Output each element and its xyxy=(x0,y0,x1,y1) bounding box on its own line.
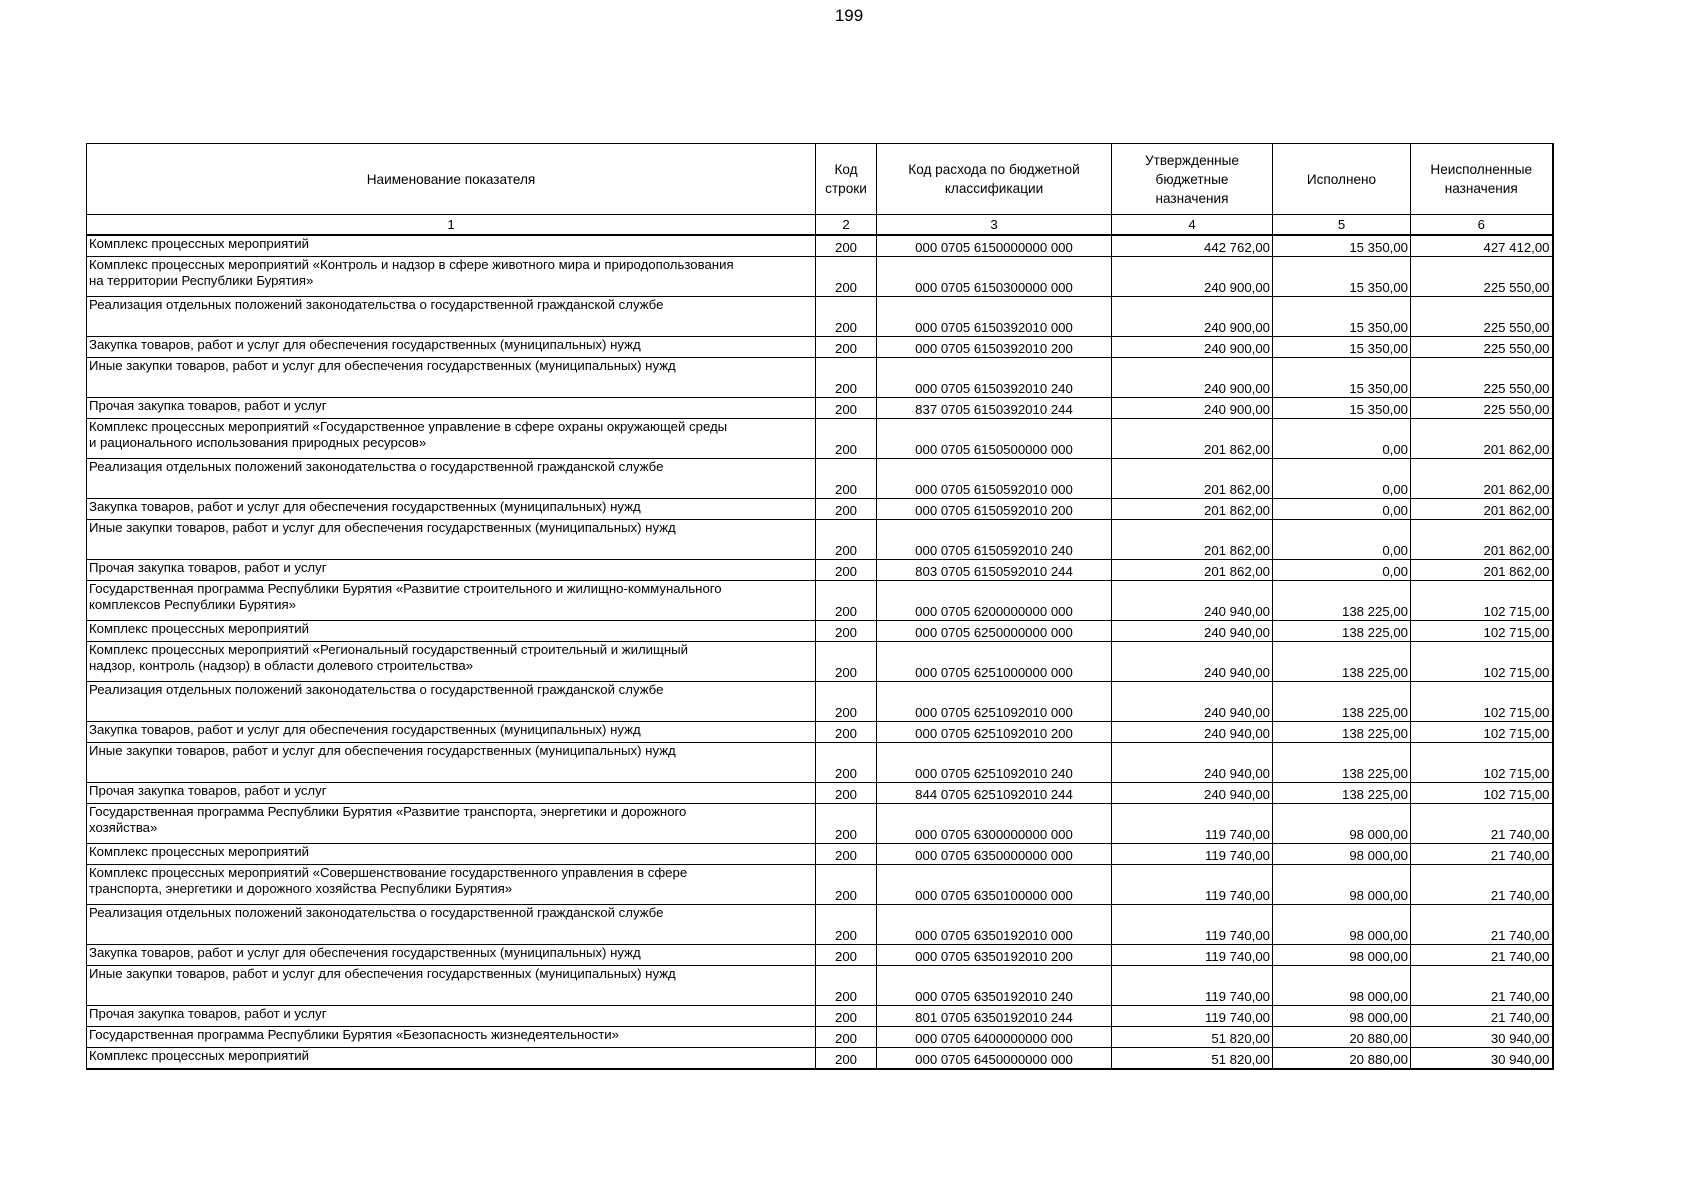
column-number-row xyxy=(87,215,1553,236)
row-approved: 201 862,00 xyxy=(1112,560,1273,581)
row-approved: 240 900,00 xyxy=(1112,398,1273,419)
row-name xyxy=(87,1027,816,1048)
header-approved: Утвержденные бюджетные назначения xyxy=(1112,144,1273,215)
row-unexecuted: 201 862,00 xyxy=(1411,520,1553,560)
row-expense-code: 000 0705 6350192010 000 xyxy=(877,905,1112,945)
row-unexecuted: 21 740,00 xyxy=(1411,865,1553,905)
row-unexecuted: 21 740,00 xyxy=(1411,1006,1553,1027)
row-expense-code: 000 0705 6300000000 000 xyxy=(877,804,1112,844)
row-name xyxy=(87,257,816,297)
row-name-line: и рационального использования природных ресурсов» xyxy=(89,435,427,450)
row-name-line: Иные закупки товаров, работ и услуг для обеспечения государственных (муниципальных) нужд xyxy=(89,358,676,373)
row-name xyxy=(87,499,816,520)
row-name-line: Прочая закупка товаров, работ и услуг xyxy=(89,1006,327,1021)
row-line-code: 200 xyxy=(816,358,877,398)
row-unexecuted: 102 715,00 xyxy=(1411,581,1553,621)
row-name-line: Иные закупки товаров, работ и услуг для обеспечения государственных (муниципальных) нужд xyxy=(89,743,676,758)
row-name xyxy=(87,905,816,945)
row-name xyxy=(87,398,816,419)
row-unexecuted: 102 715,00 xyxy=(1411,682,1553,722)
row-name-line: Закупка товаров, работ и услуг для обеспечения государственных (муниципальных) нужд xyxy=(89,945,641,960)
column-number: 2 xyxy=(816,215,877,236)
row-executed: 98 000,00 xyxy=(1273,945,1411,966)
row-name xyxy=(87,297,816,337)
row-approved: 442 762,00 xyxy=(1112,235,1273,257)
row-unexecuted: 225 550,00 xyxy=(1411,398,1553,419)
table-row xyxy=(87,419,1553,459)
table-row xyxy=(87,297,1553,337)
row-name xyxy=(87,1048,816,1070)
row-name-line: Прочая закупка товаров, работ и услуг xyxy=(89,560,327,575)
row-unexecuted: 225 550,00 xyxy=(1411,297,1553,337)
row-executed: 98 000,00 xyxy=(1273,865,1411,905)
row-name xyxy=(87,722,816,743)
row-approved: 240 900,00 xyxy=(1112,297,1273,337)
row-unexecuted: 427 412,00 xyxy=(1411,235,1553,257)
row-approved: 240 900,00 xyxy=(1112,337,1273,358)
page-number: 199 xyxy=(834,6,864,25)
row-line-code: 200 xyxy=(816,1027,877,1048)
row-line-code: 200 xyxy=(816,865,877,905)
table-row xyxy=(87,642,1553,682)
row-name-line xyxy=(89,921,812,937)
table-row xyxy=(87,337,1553,358)
table-row xyxy=(87,722,1553,743)
row-executed: 138 225,00 xyxy=(1273,621,1411,642)
row-expense-code: 000 0705 6251092010 000 xyxy=(877,682,1112,722)
row-expense-code: 000 0705 6150392010 240 xyxy=(877,358,1112,398)
table-row xyxy=(87,804,1553,844)
row-executed: 98 000,00 xyxy=(1273,1006,1411,1027)
row-name-line xyxy=(89,313,812,329)
row-unexecuted: 201 862,00 xyxy=(1411,419,1553,459)
row-line-code: 200 xyxy=(816,945,877,966)
row-name xyxy=(87,743,816,783)
row-expense-code: 000 0705 6150592010 000 xyxy=(877,459,1112,499)
row-name-line: транспорта, энергетики и дорожного хозяйства Республики Бурятия» xyxy=(89,881,513,896)
row-name-line: Государственная программа Республики Бурятия «Безопасность жизнедеятельности» xyxy=(89,1027,620,1042)
row-approved: 119 740,00 xyxy=(1112,966,1273,1006)
row-name-line xyxy=(89,982,812,998)
table-row xyxy=(87,499,1553,520)
row-name-line: Государственная программа Республики Бурятия «Развитие транспорта, энергетики и дорожного xyxy=(89,804,687,819)
row-line-code: 200 xyxy=(816,257,877,297)
table-row xyxy=(87,398,1553,419)
row-expense-code: 803 0705 6150592010 244 xyxy=(877,560,1112,581)
row-expense-code: 844 0705 6251092010 244 xyxy=(877,783,1112,804)
column-number: 6 xyxy=(1411,215,1553,236)
header-line-code: Код строки xyxy=(816,144,877,215)
table-row xyxy=(87,459,1553,499)
row-unexecuted: 225 550,00 xyxy=(1411,358,1553,398)
row-executed: 0,00 xyxy=(1273,499,1411,520)
column-number: 1 xyxy=(87,215,816,236)
row-line-code: 200 xyxy=(816,398,877,419)
row-name xyxy=(87,235,816,257)
row-unexecuted: 201 862,00 xyxy=(1411,499,1553,520)
row-line-code: 200 xyxy=(816,419,877,459)
row-name-line: Закупка товаров, работ и услуг для обеспечения государственных (муниципальных) нужд xyxy=(89,722,641,737)
row-line-code: 200 xyxy=(816,905,877,945)
row-name-line: Комплекс процессных мероприятий «Региональный государственный строительный и жилищный xyxy=(89,642,688,657)
row-executed: 15 350,00 xyxy=(1273,297,1411,337)
row-expense-code: 000 0705 6350192010 240 xyxy=(877,966,1112,1006)
table-row xyxy=(87,560,1553,581)
row-approved: 119 740,00 xyxy=(1112,1006,1273,1027)
table-row xyxy=(87,945,1553,966)
row-expense-code: 801 0705 6350192010 244 xyxy=(877,1006,1112,1027)
row-executed: 0,00 xyxy=(1273,419,1411,459)
table-row xyxy=(87,1027,1553,1048)
row-approved: 201 862,00 xyxy=(1112,419,1273,459)
row-expense-code: 000 0705 6250000000 000 xyxy=(877,621,1112,642)
row-unexecuted: 225 550,00 xyxy=(1411,257,1553,297)
row-line-code: 200 xyxy=(816,682,877,722)
row-line-code: 200 xyxy=(816,297,877,337)
row-name-line xyxy=(89,698,812,714)
row-name xyxy=(87,621,816,642)
row-unexecuted: 21 740,00 xyxy=(1411,966,1553,1006)
row-executed: 138 225,00 xyxy=(1273,642,1411,682)
row-expense-code: 000 0705 6251092010 240 xyxy=(877,743,1112,783)
row-approved: 119 740,00 xyxy=(1112,804,1273,844)
row-name-line: Комплекс процессных мероприятий xyxy=(89,1048,310,1063)
table-row xyxy=(87,621,1553,642)
row-line-code: 200 xyxy=(816,581,877,621)
row-executed: 98 000,00 xyxy=(1273,966,1411,1006)
row-expense-code: 000 0705 6450000000 000 xyxy=(877,1048,1112,1070)
row-name xyxy=(87,682,816,722)
row-unexecuted: 102 715,00 xyxy=(1411,743,1553,783)
row-approved: 51 820,00 xyxy=(1112,1048,1273,1070)
row-name xyxy=(87,459,816,499)
row-executed: 20 880,00 xyxy=(1273,1048,1411,1070)
row-approved: 240 940,00 xyxy=(1112,682,1273,722)
row-expense-code: 000 0705 6251092010 200 xyxy=(877,722,1112,743)
row-line-code: 200 xyxy=(816,499,877,520)
row-unexecuted: 225 550,00 xyxy=(1411,337,1553,358)
header-expense-code: Код расхода по бюджетной классификации xyxy=(877,144,1112,215)
header-name: Наименование показателя xyxy=(87,144,816,215)
row-name-line xyxy=(89,374,812,390)
row-approved: 201 862,00 xyxy=(1112,459,1273,499)
column-number: 5 xyxy=(1273,215,1411,236)
row-name xyxy=(87,358,816,398)
row-line-code: 200 xyxy=(816,337,877,358)
row-line-code: 200 xyxy=(816,642,877,682)
row-expense-code: 000 0705 6150392010 000 xyxy=(877,297,1112,337)
row-expense-code: 000 0705 6150392010 200 xyxy=(877,337,1112,358)
table-row xyxy=(87,865,1553,905)
row-unexecuted: 102 715,00 xyxy=(1411,783,1553,804)
row-name-line: Комплекс процессных мероприятий «Совершенствование государственного управления в сфере xyxy=(89,865,688,880)
row-executed: 138 225,00 xyxy=(1273,682,1411,722)
row-unexecuted: 21 740,00 xyxy=(1411,844,1553,865)
table-row xyxy=(87,581,1553,621)
row-approved: 240 940,00 xyxy=(1112,722,1273,743)
row-expense-code: 000 0705 6150592010 240 xyxy=(877,520,1112,560)
table-body xyxy=(87,235,1553,1069)
row-line-code: 200 xyxy=(816,621,877,642)
row-expense-code: 000 0705 6251000000 000 xyxy=(877,642,1112,682)
row-approved: 240 900,00 xyxy=(1112,358,1273,398)
row-executed: 20 880,00 xyxy=(1273,1027,1411,1048)
row-name-line: Реализация отдельных положений законодательства о государственной гражданской службе xyxy=(89,459,664,474)
row-name-line: Комплекс процессных мероприятий «Контроль и надзор в сфере животного мира и природопользования xyxy=(89,257,734,272)
row-name-line: надзор, контроль (надзор) в области долевого строительства» xyxy=(89,658,474,673)
row-name xyxy=(87,337,816,358)
row-executed: 15 350,00 xyxy=(1273,398,1411,419)
row-expense-code: 000 0705 6350192010 200 xyxy=(877,945,1112,966)
table-row xyxy=(87,966,1553,1006)
row-line-code: 200 xyxy=(816,783,877,804)
row-name xyxy=(87,945,816,966)
row-name-line: Иные закупки товаров, работ и услуг для обеспечения государственных (муниципальных) нужд xyxy=(89,966,676,981)
row-line-code: 200 xyxy=(816,459,877,499)
row-executed: 98 000,00 xyxy=(1273,844,1411,865)
table-row xyxy=(87,682,1553,722)
table-row xyxy=(87,905,1553,945)
row-expense-code: 837 0705 6150392010 244 xyxy=(877,398,1112,419)
row-name xyxy=(87,966,816,1006)
row-line-code: 200 xyxy=(816,966,877,1006)
row-approved: 201 862,00 xyxy=(1112,499,1273,520)
row-name-line: Комплекс процессных мероприятий xyxy=(89,844,310,859)
row-approved: 240 940,00 xyxy=(1112,621,1273,642)
row-name xyxy=(87,581,816,621)
row-approved: 240 940,00 xyxy=(1112,743,1273,783)
row-name-line: Прочая закупка товаров, работ и услуг xyxy=(89,398,327,413)
row-executed: 98 000,00 xyxy=(1273,905,1411,945)
row-name-line: Реализация отдельных положений законодательства о государственной гражданской службе xyxy=(89,905,664,920)
row-executed: 0,00 xyxy=(1273,560,1411,581)
row-approved: 119 740,00 xyxy=(1112,844,1273,865)
row-unexecuted: 21 740,00 xyxy=(1411,905,1553,945)
row-unexecuted: 102 715,00 xyxy=(1411,722,1553,743)
row-line-code: 200 xyxy=(816,1048,877,1070)
row-name-line: Комплекс процессных мероприятий xyxy=(89,236,310,251)
row-name-line: Закупка товаров, работ и услуг для обеспечения государственных (муниципальных) нужд xyxy=(89,499,641,514)
row-expense-code: 000 0705 6400000000 000 xyxy=(877,1027,1112,1048)
row-unexecuted: 102 715,00 xyxy=(1411,642,1553,682)
row-expense-code: 000 0705 6350000000 000 xyxy=(877,844,1112,865)
row-name xyxy=(87,844,816,865)
row-approved: 240 940,00 xyxy=(1112,783,1273,804)
row-executed: 15 350,00 xyxy=(1273,337,1411,358)
row-name-line: Иные закупки товаров, работ и услуг для обеспечения государственных (муниципальных) нужд xyxy=(89,520,676,535)
header-executed: Исполнено xyxy=(1273,144,1411,215)
row-name xyxy=(87,520,816,560)
table-row xyxy=(87,844,1553,865)
column-number: 3 xyxy=(877,215,1112,236)
row-unexecuted: 21 740,00 xyxy=(1411,945,1553,966)
row-name-line: Государственная программа Республики Бурятия «Развитие строительного и жилищно-коммунального xyxy=(89,581,722,596)
row-approved: 240 900,00 xyxy=(1112,257,1273,297)
row-line-code: 200 xyxy=(816,722,877,743)
table-row xyxy=(87,1048,1553,1070)
row-line-code: 200 xyxy=(816,844,877,865)
row-executed: 15 350,00 xyxy=(1273,358,1411,398)
row-approved: 119 740,00 xyxy=(1112,945,1273,966)
row-name-line: на территории Республики Бурятия» xyxy=(89,273,314,288)
table-row xyxy=(87,783,1553,804)
row-executed: 138 225,00 xyxy=(1273,722,1411,743)
table-row xyxy=(87,1006,1553,1027)
row-expense-code: 000 0705 6150500000 000 xyxy=(877,419,1112,459)
row-name-line: Закупка товаров, работ и услуг для обеспечения государственных (муниципальных) нужд xyxy=(89,337,641,352)
row-unexecuted: 201 862,00 xyxy=(1411,459,1553,499)
row-executed: 0,00 xyxy=(1273,459,1411,499)
row-approved: 240 940,00 xyxy=(1112,642,1273,682)
row-name xyxy=(87,560,816,581)
row-name xyxy=(87,783,816,804)
row-line-code: 200 xyxy=(816,804,877,844)
row-approved: 240 940,00 xyxy=(1112,581,1273,621)
row-name xyxy=(87,1006,816,1027)
row-unexecuted: 102 715,00 xyxy=(1411,621,1553,642)
row-name-line: комплексов Республики Бурятия» xyxy=(89,597,297,612)
table-row xyxy=(87,257,1553,297)
row-expense-code: 000 0705 6200000000 000 xyxy=(877,581,1112,621)
row-name xyxy=(87,642,816,682)
row-name-line xyxy=(89,759,812,775)
row-name-line: Реализация отдельных положений законодательства о государственной гражданской службе xyxy=(89,682,664,697)
row-expense-code: 000 0705 6350100000 000 xyxy=(877,865,1112,905)
row-name-line: Комплекс процессных мероприятий «Государственное управление в сфере охраны окружающей среды xyxy=(89,419,728,434)
row-unexecuted: 30 940,00 xyxy=(1411,1048,1553,1070)
row-executed: 98 000,00 xyxy=(1273,804,1411,844)
header-unexecuted: Неисполненные назначения xyxy=(1411,144,1553,215)
row-line-code: 200 xyxy=(816,520,877,560)
row-approved: 119 740,00 xyxy=(1112,905,1273,945)
row-expense-code: 000 0705 6150592010 200 xyxy=(877,499,1112,520)
row-line-code: 200 xyxy=(816,560,877,581)
row-line-code: 200 xyxy=(816,1006,877,1027)
table-row xyxy=(87,235,1553,257)
row-unexecuted: 21 740,00 xyxy=(1411,804,1553,844)
row-approved: 51 820,00 xyxy=(1112,1027,1273,1048)
column-number: 4 xyxy=(1112,215,1273,236)
row-executed: 138 225,00 xyxy=(1273,743,1411,783)
row-executed: 15 350,00 xyxy=(1273,257,1411,297)
row-name-line: Реализация отдельных положений законодательства о государственной гражданской службе xyxy=(89,297,664,312)
row-name-line xyxy=(89,536,812,552)
row-unexecuted: 201 862,00 xyxy=(1411,560,1553,581)
row-name xyxy=(87,865,816,905)
row-name-line: Прочая закупка товаров, работ и услуг xyxy=(89,783,327,798)
row-line-code: 200 xyxy=(816,743,877,783)
row-executed: 138 225,00 xyxy=(1273,783,1411,804)
row-name-line xyxy=(89,475,812,491)
row-name xyxy=(87,804,816,844)
row-executed: 138 225,00 xyxy=(1273,581,1411,621)
table-row xyxy=(87,358,1553,398)
row-unexecuted: 30 940,00 xyxy=(1411,1027,1553,1048)
row-expense-code: 000 0705 6150000000 000 xyxy=(877,235,1112,257)
row-executed: 15 350,00 xyxy=(1273,235,1411,257)
row-name-line: хозяйства» xyxy=(89,820,158,835)
row-line-code: 200 xyxy=(816,235,877,257)
row-approved: 201 862,00 xyxy=(1112,520,1273,560)
row-approved: 119 740,00 xyxy=(1112,865,1273,905)
budget-expense-table xyxy=(86,143,1554,1070)
row-name xyxy=(87,419,816,459)
table-row xyxy=(87,743,1553,783)
header-row xyxy=(87,144,1553,215)
table-row xyxy=(87,520,1553,560)
row-expense-code: 000 0705 6150300000 000 xyxy=(877,257,1112,297)
row-executed: 0,00 xyxy=(1273,520,1411,560)
row-name-line: Комплекс процессных мероприятий xyxy=(89,621,310,636)
